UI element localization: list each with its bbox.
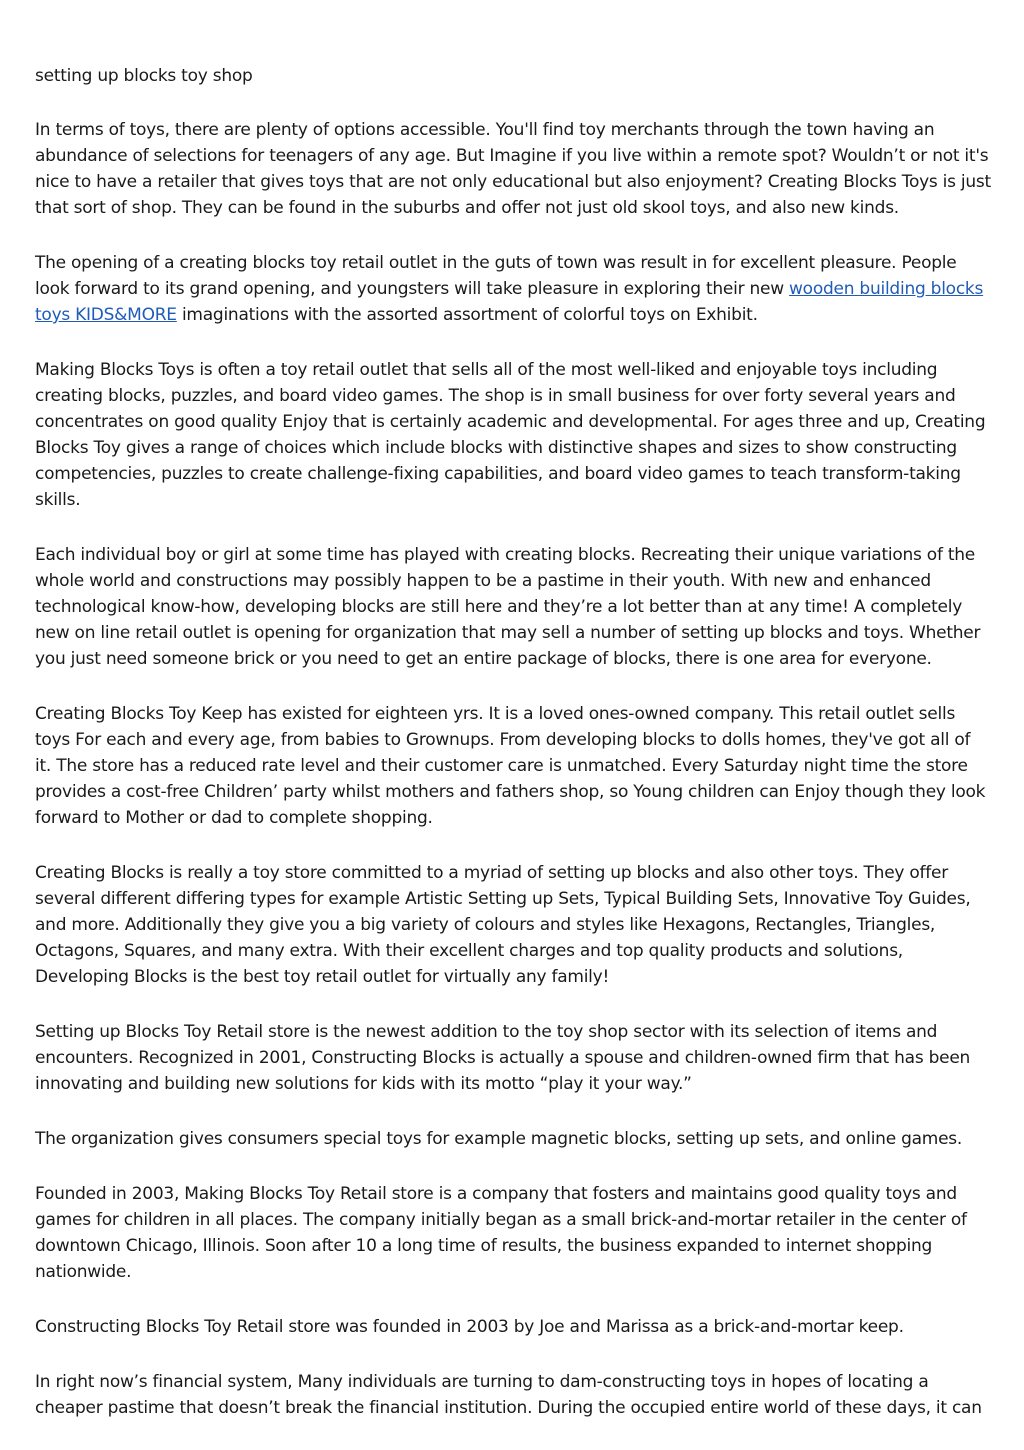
wooden-blocks-link[interactable]: wooden building blocks toys KIDS&MORE	[35, 279, 984, 325]
paragraph-5: Creating Blocks Toy Keep has existed for eighteen yrs. It is a loved ones-owned company. This retail outlet sells toys For each and every age, from babies to Grownups. From developing blocks to dolls homes, they've got all of it. The store has a reduced rate level and their customer care is unmatched. Every Saturday night time the store provides a cost-free Children’ party whilst mothers and fathers shop, so Young children can Enjoy though they look forward to Mother or dad to complete shopping.	[35, 704, 986, 828]
paragraph-2-before: The opening of a creating blocks toy retail outlet in the guts of town was result in for excellent pleasure. People look forward to its grand opening, and youngsters will take pleasure in exploring their new	[35, 253, 957, 299]
paragraph-7: Setting up Blocks Toy Retail store is the newest addition to the toy shop sector with its selection of items and encounters. Recognized in 2001, Constructing Blocks is actually a spouse and children-owned firm that has been innovating and building new solutions for kids with its motto “play it your way.”	[35, 1022, 971, 1094]
paragraph-10: Constructing Blocks Toy Retail store was founded in 2003 by Joe and Marissa as a brick-and-mortar keep.	[35, 1317, 904, 1337]
paragraph-9: Founded in 2003, Making Blocks Toy Retail store is a company that fosters and maintains good quality toys and games for children in all places. The company initially began as a small brick-and-mortar retailer in the center of downtown Chicago, Illinois. Soon after 10 a long time of results, the business expanded to internet shopping nationwide.	[35, 1184, 967, 1282]
paragraph-2-after: imaginations with the assorted assortment of colorful toys on Exhibit.	[176, 305, 758, 325]
paragraph-6: Creating Blocks is really a toy store committed to a myriad of setting up blocks and also other toys. They offer several different differing types for example Artistic Setting up Sets, Typical Building Sets, Innovative Toy Guides, and more. Additionally they give you a big variety of colours and styles like Hexagons, Rectangles, Triangles, Octagons, Squares, and many extra. With their excellent charges and top quality products and solutions, Developing Blocks is the best toy retail outlet for virtually any family!	[35, 863, 971, 987]
paragraph-1: In terms of toys, there are plenty of options accessible. You'll find toy merchants through the town having an abundance of selections for teenagers of any age. But Imagine if you live within a remote spot? Wouldn’t or not it's nice to have a retailer that gives toys that are not only educational but also enjoyment? Creating Blocks Toys is just that sort of shop. They can be found in the suburbs and offer not just old skool toys, and also new kinds.	[35, 120, 991, 218]
document-title: setting up blocks toy shop	[35, 66, 253, 86]
paragraph-3: Making Blocks Toys is often a toy retail outlet that sells all of the most well-liked and enjoyable toys including creating blocks, puzzles, and board video games. The shop is in small business for over forty several years and concentrates on good quality Enjoy that is certainly academic and developmental. For ages three and up, Creating Blocks Toy gives a range of choices which include blocks with distinctive shapes and sizes to show constructing competencies, puzzles to create challenge-fixing capabilities, and board video games to teach transform-taking skills.	[35, 360, 986, 510]
paragraph-4: Each individual boy or girl at some time has played with creating blocks. Recreating their unique variations of the whole world and constructions may possibly happen to be a pastime in their youth. With new and enhanced technological know-how, developing blocks are still here and they’re a lot better than at any time! A completely new on line retail outlet is opening for organization that may sell a number of setting up blocks and toys. Whether you just need someone brick or you need to get an entire package of blocks, there is one area for everyone.	[35, 545, 981, 669]
document-body	[35, 63, 991, 1450]
paragraph-11: In right now’s financial system, Many individuals are turning to dam-constructing toys in hopes of locating a cheaper pastime that doesn’t break the financial institution. During the occupied entire world of these days, it can	[35, 1372, 982, 1418]
paragraph-8: The organization gives consumers special toys for example magnetic blocks, setting up sets, and online games.	[35, 1129, 963, 1149]
paragraph-2	[35, 250, 991, 328]
